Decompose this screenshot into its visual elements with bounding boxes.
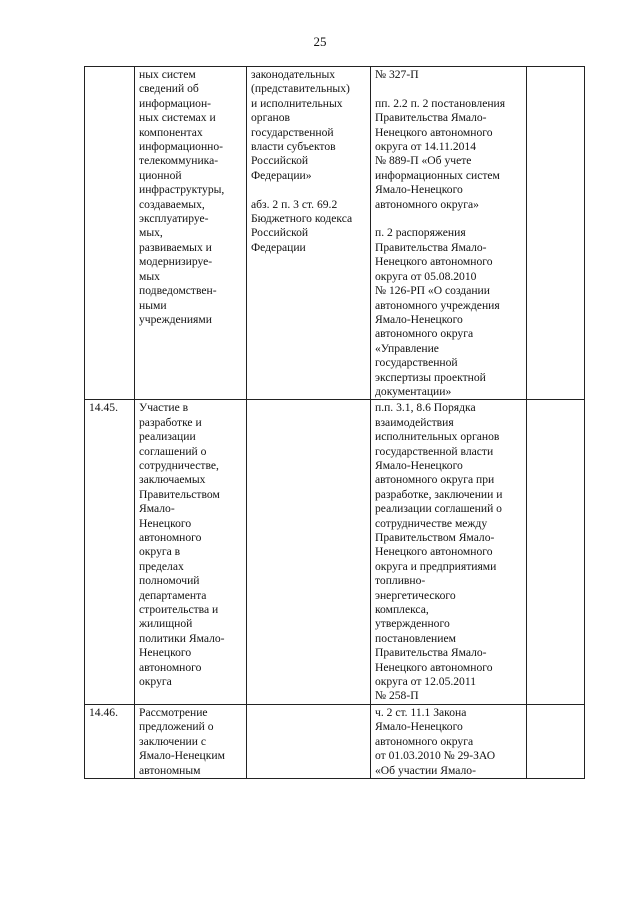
page-number: 25 [313,34,327,49]
extra-cell [527,67,585,400]
subject-cell [135,67,247,400]
row-number: 14.46. [89,705,118,719]
table-row [85,704,585,778]
regional-acts-text: п.п. 3.1, 8.6 Порядка взаимодействия исполнительных органов государственной власти Ямало-Ненецкого автономного округа при разработке, заключении и реализации соглашений о сотрудничестве между Правительством Ямало- Ненецкого автономного округа и предприятиями топливно- энергетического комплекса, утвержденного постановлением Правительства Ямало- Ненецкого автономного округа от 12.05.2011 № 258-П [375,401,503,703]
extra-cell [527,400,585,705]
regional-acts-cell [371,704,527,778]
regional-acts-cell [371,400,527,705]
subject-text: ных систем сведений об информацион- ных системах и компонентах информационно- телекоммуника- ционной инфраструктуры, создаваемых, эксплуатируе- мых, развиваемых и модернизируе- мых подведомствен- ными учреждениями [139,68,225,326]
subject-text: Участие в разработке и реализации соглашений о сотрудничестве, заключаемых Правительством Ямало- Ненецкого автономного округа в пределах полномочий департамента строительства и жилищной политики Ямало- Ненецкого автономного округа [139,401,225,689]
subject-cell [135,400,247,705]
table-row [85,67,585,400]
subject-cell [135,704,247,778]
legal-basis-text: законодательных (представительных) и исполнительных органов государственной власти субъектов Российской Федерации» абз. 2 п. 3 ст. 69.2 Бюджетного кодекса Российской Федерации [251,68,353,254]
row-number-cell [85,704,135,778]
document-table [84,66,585,779]
row-number-cell [85,67,135,400]
subject-text: Рассмотрение предложений о заключении с Ямало-Ненецким автономным [139,705,225,777]
legal-basis-cell [247,400,371,705]
table-row [85,400,585,705]
regional-acts-text: ч. 2 ст. 11.1 Закона Ямало-Ненецкого автономного округа от 01.03.2010 № 29-ЗАО «Об участии Ямало- [375,705,496,777]
row-number-cell [85,400,135,705]
extra-cell [527,704,585,778]
regional-acts-text: № 327-П пп. 2.2 п. 2 постановления Правительства Ямало- Ненецкого автономного округа от 14.11.2014 № 889-П «Об учете информационных систем Ямало-Ненецкого автономного округа» п. 2 распоряжения Правительства Ямало- Ненецкого автономного округа от 05.08.2010 № 126-РП «О создании автономного учреждения Ямало-Ненецкого автономного округа «Управление государственной экспертизы проектной документации» [375,68,506,398]
legal-basis-cell [247,67,371,400]
row-number: 14.45. [89,401,118,415]
regional-acts-cell [371,67,527,400]
legal-basis-cell [247,704,371,778]
